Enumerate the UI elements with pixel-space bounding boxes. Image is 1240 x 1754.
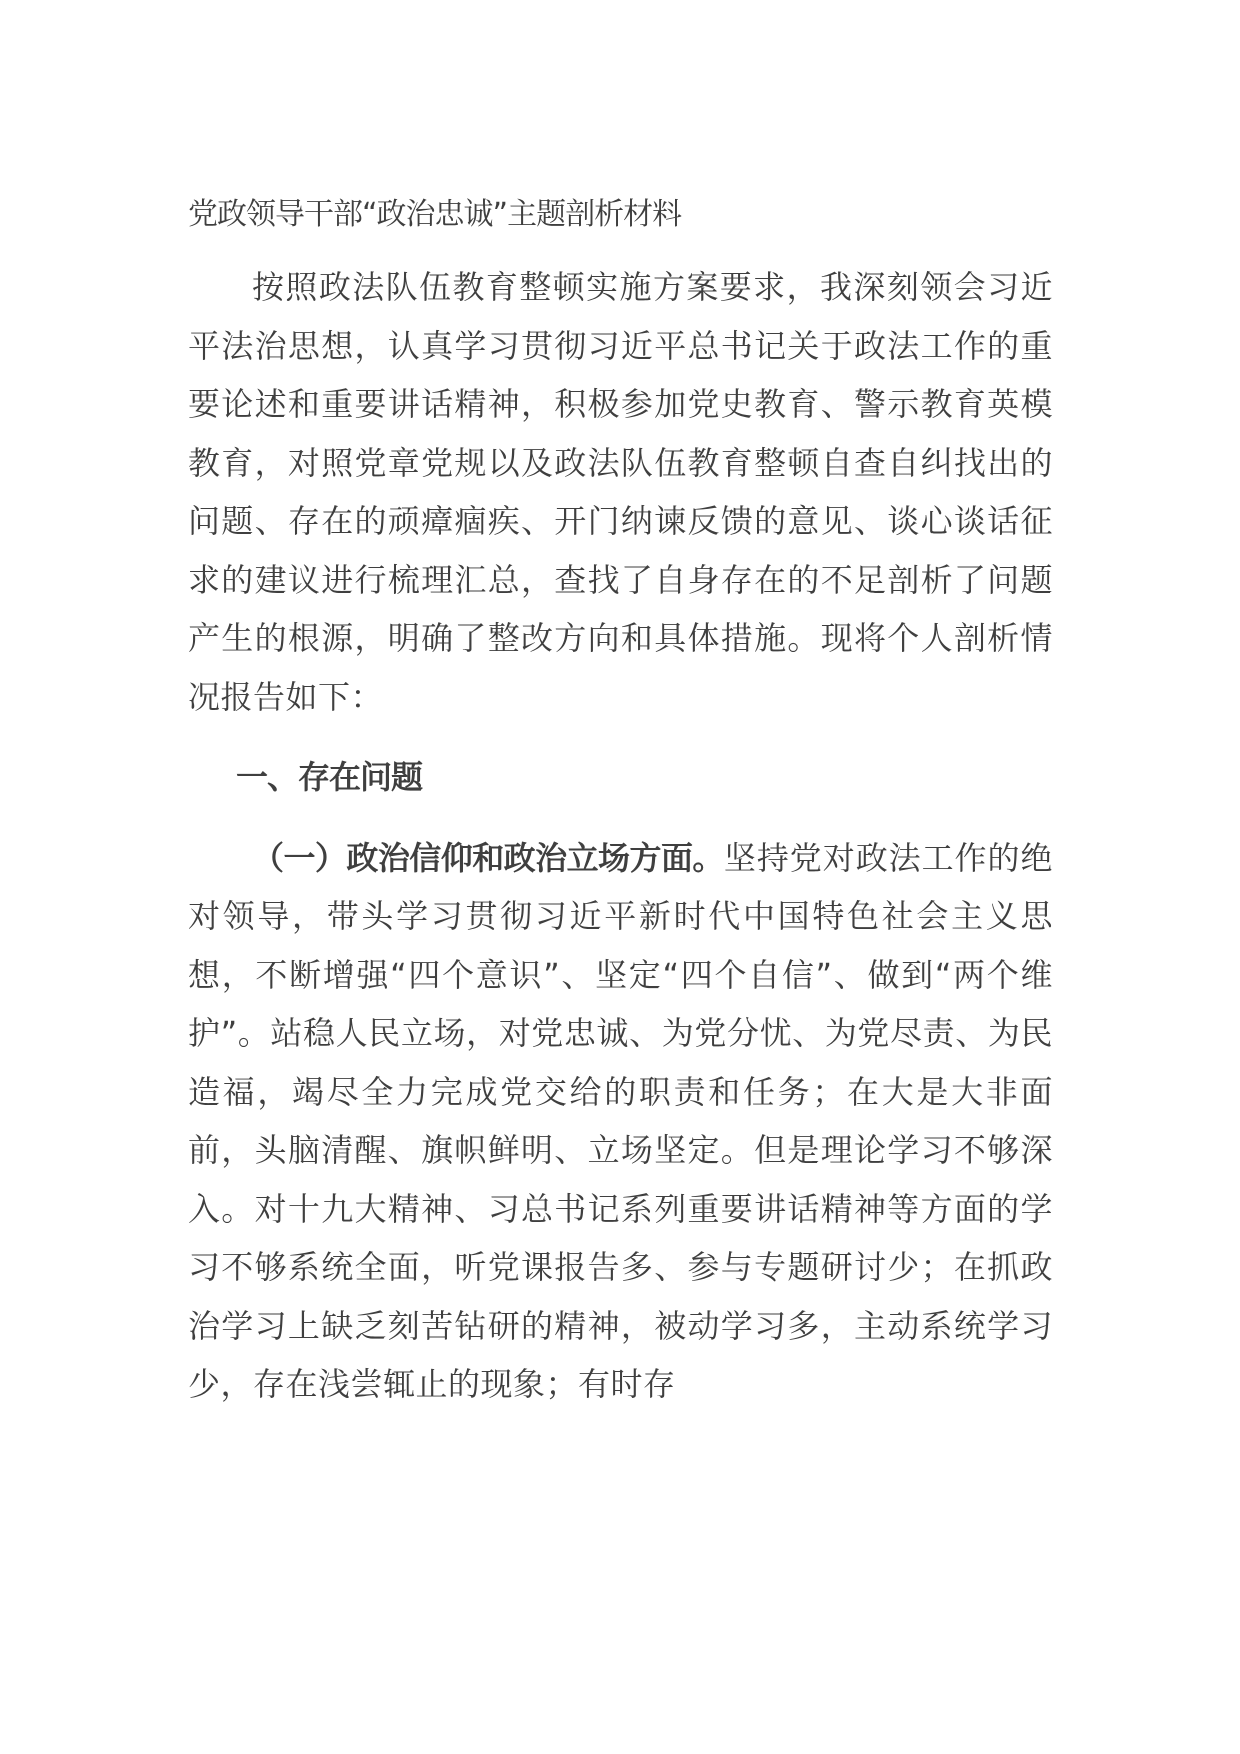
- section-heading-problems: 一、存在问题: [236, 758, 423, 796]
- subsection-paragraph: [188, 829, 1053, 1414]
- document-content: [188, 190, 1053, 1414]
- intro-paragraph: 按照政法队伍教育整顿实施方案要求，我深刻领会习近平法治思想，认真学习贯彻习近平总书记关于政法工作的重要论述和重要讲话精神，积极参加党史教育、警示教育英模教育，对照党章党规以及政法队伍教育整顿自查自纠找出的问题、存在的顽瘴痼疾、开门纳谏反馈的意见、谈心谈话征求的建议进行梳理汇总，查找了自身存在的不足剖析了问题产生的根源，明确了整改方向和具体措施。现将个人剖析情况报告如下：: [188, 268, 1053, 716]
- subsection-heading-political-belief: （一）政治信仰和政治立场方面。: [252, 838, 724, 877]
- subsection-body: 坚持党对政法工作的绝对领导，带头学习贯彻习近平新时代中国特色社会主义思想，不断增强“四个意识”、坚定“四个自信”、做到“两个维护”。站稳人民立场，对党忠诚、为党分忧、为党尽责、为民造福，竭尽全力完成党交给的职责和任务；在大是大非面前，头脑清醒、旗帜鲜明、立场坚定。但是理论学习不够深入。对十九大精神、习总书记系列重要讲话精神等方面的学习不够系统全面，听党课报告多、参与专题研讨少；在抓政治学习上缺乏刻苦钻研的精神，被动学习多，主动系统学习少，存在浅尝辄止的现象；有时存: [188, 838, 1053, 1403]
- document-title: 党政领导干部“政治忠诚”主题剖析材料: [188, 197, 682, 232]
